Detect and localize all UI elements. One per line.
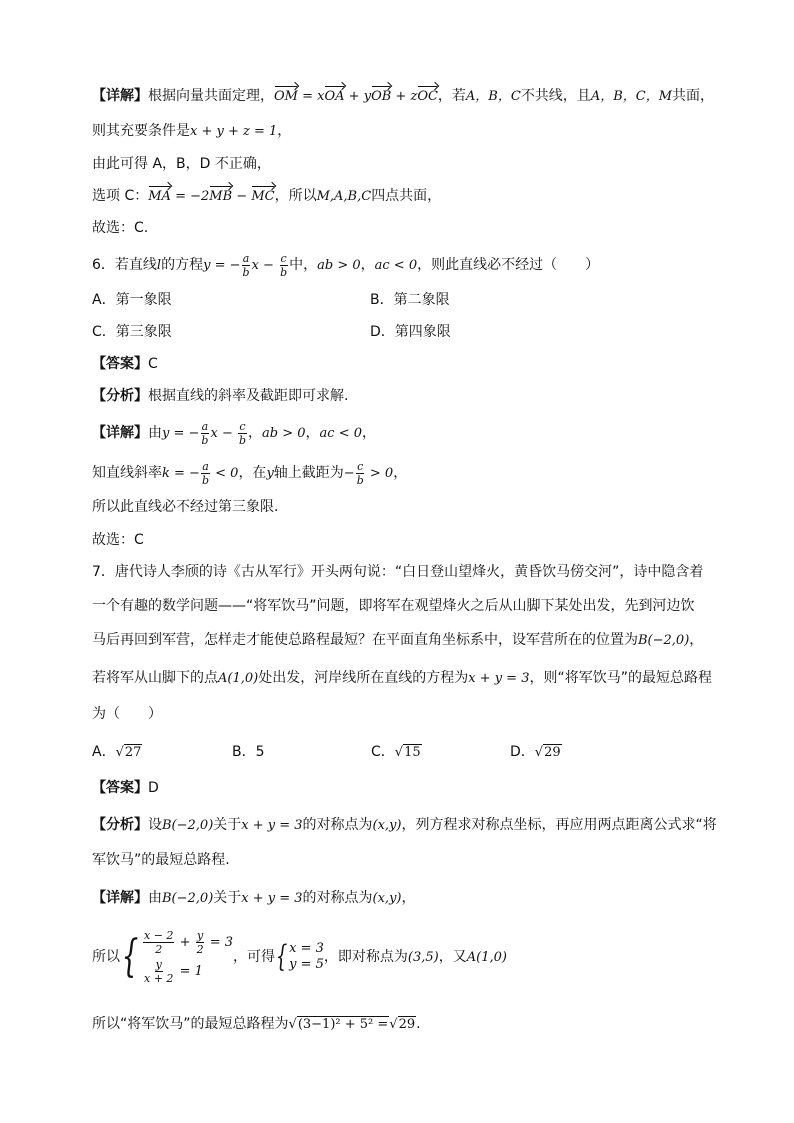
- q7-stem-1: 7．唐代诗人李颀的诗《古从军行》开头两句说：“白日登山望烽火，黄昏饮马傍交河”，诗中隐含着: [92, 564, 704, 580]
- q6-conclusion: 所以此直线必不经过第三象限.: [92, 499, 279, 515]
- q7-final: 所以“将军饮马”的最短总路程为√(3−1)² + 5² =√29.: [92, 1016, 421, 1032]
- q6-slope-line: 知直线斜率k = − $\frac{a}{b}$ < 0，在y轴上截距为− $\frac{c}{b}$ > 0，: [92, 460, 408, 487]
- q7-analysis-1: 【分析】设B(−2,0)关于x + y = 3的对称点为(x,y)，列方程求对称点坐标，再应用两点距离公式求“将: [92, 817, 717, 833]
- q7-option-b: B．5: [232, 744, 265, 760]
- q6-option-a: A．第一象限: [92, 292, 172, 308]
- q7-option-d: D．√29: [510, 744, 561, 760]
- q6-option-b: B．第二象限: [370, 292, 450, 308]
- detail-tag: 【详解】: [92, 88, 148, 104]
- q6-stem: 6．若直线l的方程y = − $\frac{a}{b}$ x − $\frac{c}{b}$ 中，ab > 0，ac < 0，则此直线必不经过（ ）: [92, 252, 600, 279]
- solution-system: { x = 3 y = 5: [275, 939, 324, 974]
- q6-detail: 【详解】由y = − $\frac{a}{b}$ x − $\frac{c}{b}$ ，ab > 0，ac < 0，: [92, 420, 377, 447]
- q6-analysis: 【分析】根据直线的斜率及截距即可求解.: [92, 388, 349, 404]
- q6-choose: 故选：C: [92, 532, 144, 548]
- detail-line-5: 故选：C.: [92, 220, 149, 236]
- q7-system: 所以 { $\frac{x - 2}{2}$ + $\frac{y}{2}$ = 3 $\frac{y}{x + 2}$ = 1 ，可得 { x = 3 y = 5 ，即对称点为(3,5)，又A(1,0): [92, 929, 507, 985]
- q6-answer: 【答案】C: [92, 356, 158, 372]
- q6-option-c: C．第三象限: [92, 324, 172, 340]
- q6-option-d: D．第四象限: [370, 324, 451, 340]
- equation-system: { $\frac{x - 2}{2}$ + $\frac{y}{2}$ = 3 $\frac{y}{x + 2}$ = 1: [121, 929, 234, 985]
- detail-line-1: 【详解】根据向量共面定理，OM = xOA + yOB + zOC，若A，B，C不共线，且A，B，C，M共面，: [92, 86, 714, 107]
- detail-line-2: 则其充要条件是x + y + z = 1，: [92, 123, 292, 139]
- q7-answer: 【答案】D: [92, 780, 159, 796]
- q6-line-equation: y = − $\frac{a}{b}$ x − $\frac{c}{b}$: [203, 252, 288, 279]
- detail-line-4: 选项 C：MA = −2MB − MC，所以M,A,B,C四点共面，: [92, 186, 441, 207]
- detail-line-3: 由此可得 A，B，D 不正确，: [92, 156, 271, 172]
- option-c-vector-eq: MA = −2MB − MC: [148, 189, 274, 204]
- q7-option-a: A．√27: [92, 744, 142, 760]
- vector-equation: OM = xOA + yOB + zOC: [274, 89, 438, 104]
- q7-stem-5: 为（ ）: [92, 706, 162, 722]
- q7-stem-3: 马后再回到军营，怎样走才能使总路程最短？在平面直角坐标系中，设军营所在的位置为B(−2,0)，: [92, 632, 704, 648]
- q7-analysis-2: 军饮马”的最短总路程.: [92, 852, 230, 868]
- q7-stem-4: 若将军从山脚下的点A(1,0)处出发，河岸线所在直线的方程为x + y = 3，则“将军饮马”的最短总路程: [92, 670, 712, 686]
- q7-detail: 【详解】由B(−2,0)关于x + y = 3的对称点为(x,y)，: [92, 890, 416, 906]
- q7-option-c: C．√15: [371, 744, 421, 760]
- q7-stem-2: 一个有趣的数学问题——“将军饮马”问题，即将军在观望烽火之后从山脚下某处出发，先到河边饮: [92, 598, 695, 614]
